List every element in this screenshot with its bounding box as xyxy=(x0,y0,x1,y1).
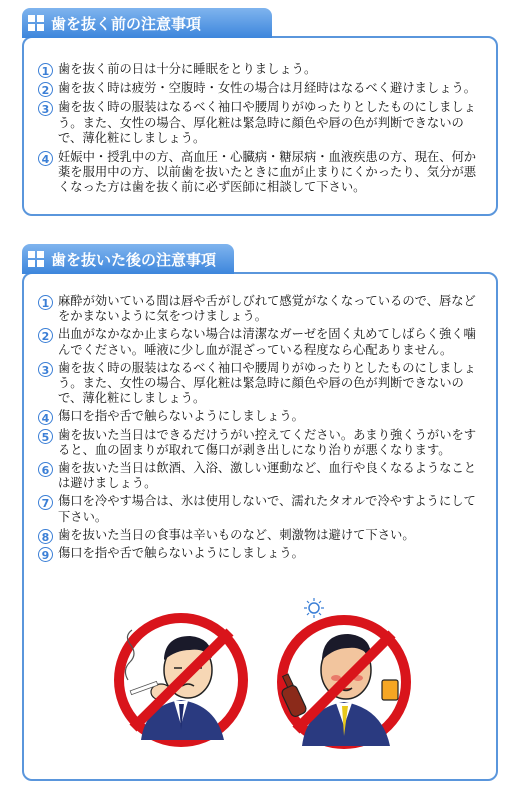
item-text: 傷口を指や舌で触らないようにしましょう。 xyxy=(58,546,304,561)
item-number: 3 xyxy=(38,362,53,377)
list-item xyxy=(22,81,498,96)
item-number: 6 xyxy=(38,462,53,477)
item-number: 1 xyxy=(38,63,53,78)
after-extraction-section xyxy=(22,244,498,781)
item-number: 3 xyxy=(38,101,53,116)
item-number: 5 xyxy=(38,429,53,444)
item-number: 8 xyxy=(38,529,53,544)
item-number: 4 xyxy=(38,151,53,166)
list-item xyxy=(22,62,498,77)
list-item xyxy=(22,100,498,146)
item-text: 傷口を冷やす場合は、氷は使用しないで、濡れたタオルで冷やすようにして下さい。 xyxy=(58,494,476,524)
grid-icon xyxy=(28,251,44,267)
no-smoking-icon xyxy=(106,600,256,750)
item-text: 妊娠中・授乳中の方、高血圧・心臓病・糖尿病・血液疾患の方、現在、何か薬を服用中の方、以前歯を抜いたときに血が止まりにくかったり、気分が悪くなった方は歯を抜く前に必ず医師に相談して下さい。 xyxy=(58,150,477,195)
item-text: 歯を抜いた当日はできるだけうがい控えてください。あまり強くうがいをすると、血の固まりが取れて傷口が剥き出しになり治りが悪くなります。 xyxy=(58,427,477,457)
list-item xyxy=(22,494,498,524)
list-item xyxy=(22,150,498,196)
list-item xyxy=(22,409,498,424)
item-number: 2 xyxy=(38,328,53,343)
list-item xyxy=(22,294,498,324)
list-item xyxy=(22,327,498,357)
item-number: 4 xyxy=(38,410,53,425)
grid-icon xyxy=(28,15,44,31)
list-item xyxy=(22,361,498,407)
before-title: 歯を抜く前の注意事項 xyxy=(51,14,202,33)
item-number: 1 xyxy=(38,295,53,310)
list-item xyxy=(22,546,498,561)
before-list xyxy=(22,62,498,196)
item-number: 9 xyxy=(38,547,53,562)
after-title: 歯を抜いた後の注意事項 xyxy=(51,250,217,269)
item-text: 歯を抜く前の日は十分に睡眠をとりましょう。 xyxy=(58,62,317,76)
item-text: 歯を抜いた当日の食事は辛いものなど、刺激物は避けて下さい。 xyxy=(58,527,415,542)
list-item xyxy=(22,428,498,458)
after-title-tab xyxy=(22,244,234,274)
item-number: 2 xyxy=(38,82,53,97)
list-item xyxy=(22,528,498,543)
item-text: 出血がなかなか止まらない場合は清潔なガーゼを固く丸めてしばらく強く噛んでください。唾液に少し血が混ざっている程度なら心配ありません。 xyxy=(58,327,476,357)
item-text: 歯を抜いた当日は飲酒、入浴、激しい運動など、血行や良くなるようなことは避けましょう。 xyxy=(58,461,477,491)
item-text: 歯を抜く時の服装はなるべく袖口や腰周りがゆったりとしたものにしましょう。また、女性の場合、厚化粧は緊急時に顔色や唇の色が判断できないので、薄化粧にしましょう。 xyxy=(58,100,476,145)
item-number: 7 xyxy=(38,495,53,510)
after-list xyxy=(22,294,498,561)
before-extraction-section xyxy=(22,8,498,216)
item-text: 歯を抜く時は疲労・空腹時・女性の場合は月経時はなるべく避けましょう。 xyxy=(58,81,477,96)
list-item xyxy=(22,461,498,491)
item-text: 歯を抜く時の服装はなるべく袖口や腰周りがゆったりとしたものにしましょう。また、女性の場合、厚化粧は緊急時に顔色や唇の色が判断できないので、薄化粧にしましょう。 xyxy=(58,360,476,406)
item-text: 麻酔が効いている間は唇や舌がしびれて感覚がなくなっているので、唇などをかまないように気をつけましょう。 xyxy=(58,294,476,324)
item-text: 傷口を指や舌で触らないようにしましょう。 xyxy=(58,409,304,424)
no-drinking-icon xyxy=(272,596,422,752)
before-title-tab xyxy=(22,8,272,38)
